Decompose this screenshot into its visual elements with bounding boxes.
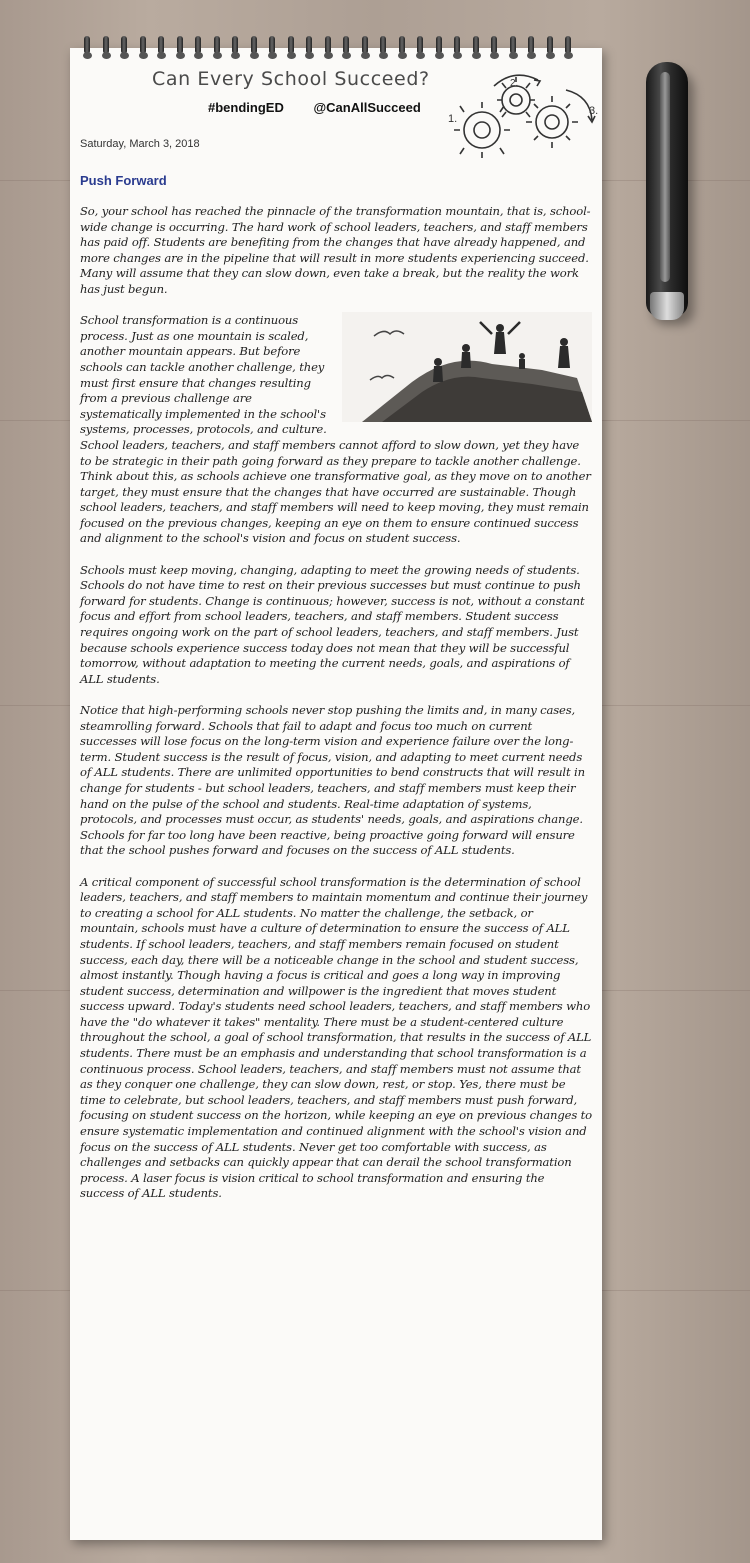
binding-hole xyxy=(398,52,407,59)
binding-hole xyxy=(83,52,92,59)
binding-hole xyxy=(361,52,370,59)
binding-hole xyxy=(102,52,111,59)
gear-3-icon xyxy=(536,106,568,138)
paragraph: Schools must keep moving, changing, adapting to meet the growing needs of students. Schools do not have time to rest on their previous successes but must continue to push forward for students. Change is continuous; however, success is not, without a constant focus and effort from school leaders, teachers, and staff members. Student success requires ongoing work on the part of school leaders, teachers, and staff members. Just because schools experience success today does not mean that they will be successful tomorrow, without adaptation to meeting the current needs, goals, and aspirations of ALL students. xyxy=(80,562,585,686)
gear-2-icon xyxy=(502,86,530,114)
binding-hole xyxy=(546,52,555,59)
mountain-climbers-image xyxy=(342,312,592,422)
pen-cap xyxy=(650,292,684,320)
binding-hole xyxy=(139,52,148,59)
binding-hole xyxy=(342,52,351,59)
binding-hole xyxy=(379,52,388,59)
binding-hole xyxy=(472,52,481,59)
binding-hole xyxy=(287,52,296,59)
gears-icon xyxy=(446,72,602,162)
paragraph: School transformation is a continuous process. Just as one mountain is scaled, another mountain appears. But before schools can tackle another challenge, they must first ensure that changes resulting from a previous challenge are systematically implemented in the school's systems, processes, protocols, and culture. School leaders, teachers, and staff members cannot afford to slow down, yet they have to be strategic in their path going forward as they prepare to tackle another challenge. Think about this, as schools achieve one transformative goal, as they move on to another target, they must ensure that the changes that have occurred are sustainable. Though school leaders, teachers, and staff members will need to keep moving, they must remain focused on the previous changes, keeping an eye on them to ensure continued success and alignment to the school's vision and focus on student success. xyxy=(80,313,591,546)
post-heading[interactable]: Push Forward xyxy=(80,173,167,188)
binding-hole xyxy=(176,52,185,59)
blog-tags xyxy=(208,100,468,115)
gear-label: 3. xyxy=(589,105,599,117)
binding-hole xyxy=(120,52,129,59)
binding-hole xyxy=(268,52,277,59)
twitter-handle-link[interactable]: @CanAllSucceed xyxy=(313,100,421,115)
hashtag-link[interactable]: #bendingED xyxy=(208,100,284,115)
paragraph: A critical component of successful school transformation is the determination of school leaders, teachers, and staff members to maintain momentum and continue their journey to creating a school for ALL students. No matter the challenge, the setback, or mountain, schools must have a culture of determination to ensure the success of ALL students. If school leaders, teachers, and staff members remain focused on student success, each day, there will be a noticeable change in the school and student success, almost instantly. Though having a focus is critical and goes a long way in improving student success, determination and willpower is the ingredient that moves student success upward. Today's students need school leaders, teachers, and staff members who have the "do whatever it takes" mentality. There must be a student-centered culture throughout the school, a goal of school transformation, that results in the success of ALL students. There must be an emphasis and understanding that school transformation is a continuous process. School leaders, teachers, and staff members must not assume that as they conquer one challenge, they can slow down, rest, or stop. Yes, there must be time to celebrate, but school leaders, teachers, and staff members must push forward, focusing on student success on the horizon, while keeping an eye on previous changes to ensure systematic implementation and continued alignment with the school's vision and focus on the success of ALL students. Never get too comfortable with success, as challenges and setbacks can quickly appear that can derail the school transformation process. A laser focus is vision critical to school transformation and ensuring the success of ALL students. xyxy=(80,874,593,1201)
gear-1-icon xyxy=(464,112,500,148)
binding-hole xyxy=(305,52,314,59)
binding-hole xyxy=(490,52,499,59)
blog-title: Can Every School Succeed? xyxy=(152,68,430,90)
paragraph: So, your school has reached the pinnacle of the transformation mountain, that is, school-wide change is occurring. The hard work of school leaders, teachers, and staff members has paid off. Students are benefiting from the changes that have already happened, and more changes are in the pipeline that will result in more students experiencing succeed. Many will assume that they can slow down, even take a break, but the reality the work has just begun. xyxy=(80,204,591,296)
gear-label: 1. xyxy=(448,113,458,125)
gear-label: 2. xyxy=(510,78,519,89)
paragraph: Notice that high-performing schools never stop pushing the limits and, in many cases, steamrolling forward. Schools that fail to adapt and focus too much on current successes will lose focus on the long-term vision and experience failure over the long-term. Student success is the result of focus, vision, and adapting to meet current needs of ALL students. There are unlimited opportunities to bend constructs that will result in change for students - but school leaders, teachers, and staff members must keep their hand on the pulse of the school and students. Real-time adaptation of systems, protocols, and processes must occur, as students' needs, goals, and aspirations change. Schools for far too long have been reactive, being proactive going forward will ensure that the school pushes forward and focuses on the success of ALL students. xyxy=(80,703,585,858)
spiral-binding xyxy=(84,36,584,62)
binding-hole xyxy=(231,52,240,59)
binding-hole xyxy=(564,52,573,59)
binding-hole xyxy=(527,52,536,59)
binding-hole xyxy=(509,52,518,59)
binding-hole xyxy=(416,52,425,59)
binding-hole xyxy=(453,52,462,59)
binding-hole xyxy=(194,52,203,59)
post-date: Saturday, March 3, 2018 xyxy=(80,138,200,150)
binding-hole xyxy=(435,52,444,59)
post-body xyxy=(80,204,592,1218)
binding-hole xyxy=(250,52,259,59)
pen-clip xyxy=(660,72,670,282)
binding-hole xyxy=(157,52,166,59)
binding-hole xyxy=(213,52,222,59)
binding-hole xyxy=(324,52,333,59)
